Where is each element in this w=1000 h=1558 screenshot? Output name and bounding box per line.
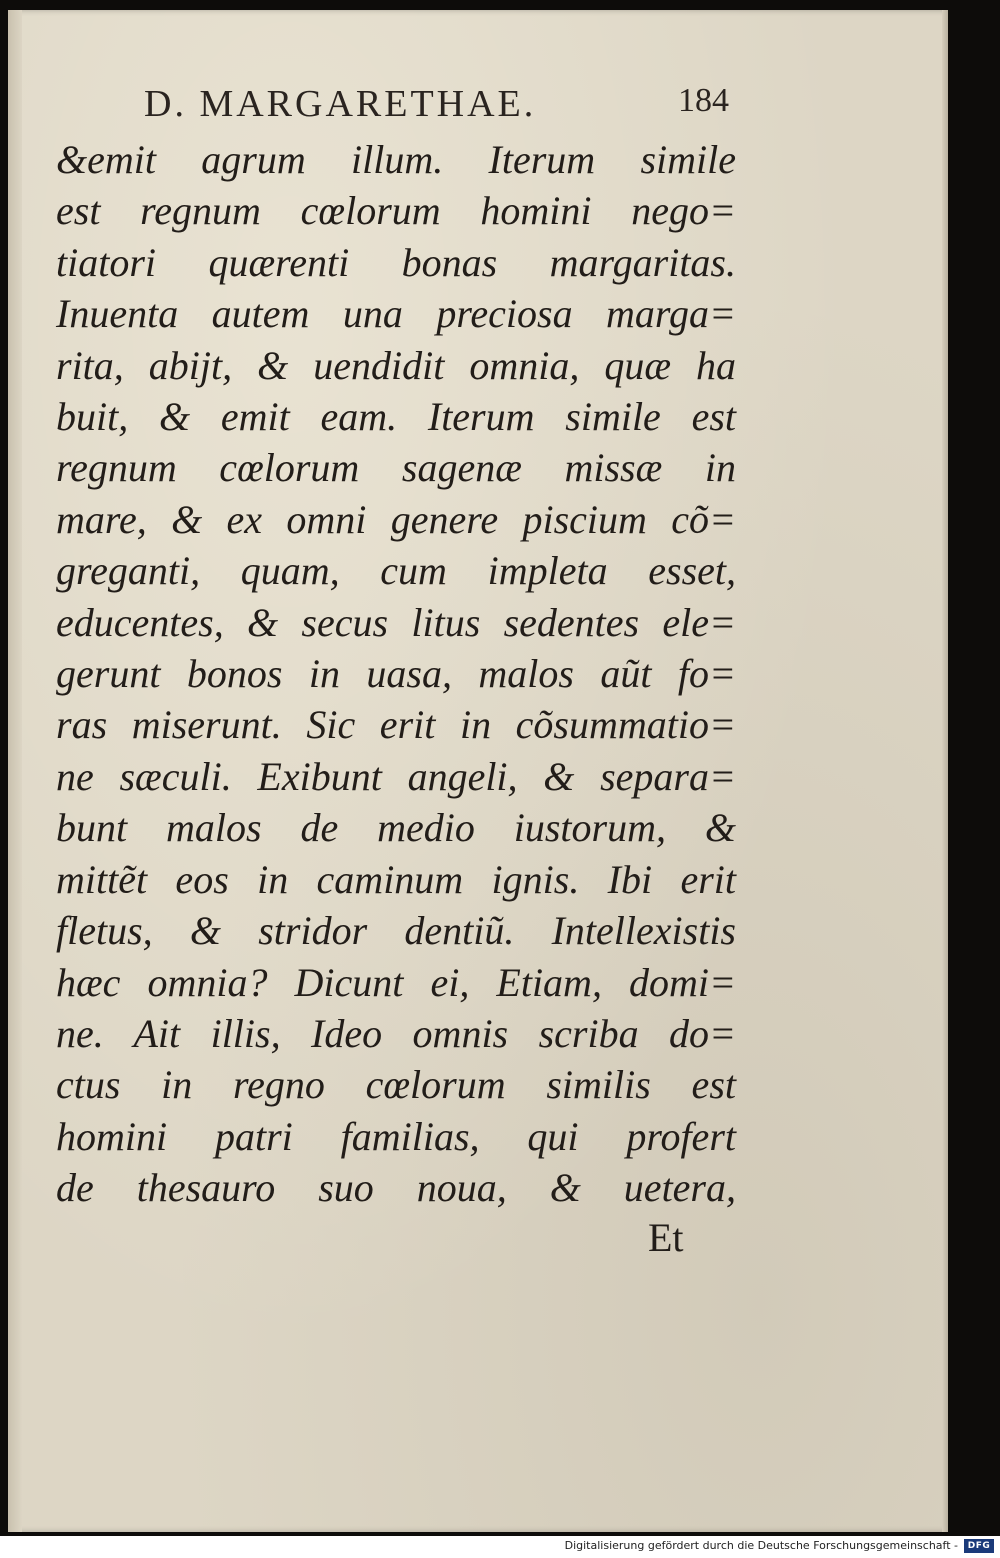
text-line: de thesauro suo noua, & uetera, — [56, 1165, 736, 1211]
text-line: educentes, & secus litus sedentes ele= — [56, 599, 736, 645]
text-line: tiatori quærenti bonas margaritas. — [56, 239, 736, 285]
text-line: ctus in regno cœlorum similis est — [56, 1062, 736, 1108]
text-line: regnum cœlorum sagenæ missæ in — [56, 445, 736, 491]
text-line: bunt malos de medio iustorum, & — [56, 805, 736, 851]
text-line: mittẽt eos in caminum ignis. Ibi erit — [56, 856, 736, 902]
text-line: ne. Ait illis, Ideo omnis scriba do= — [56, 1010, 736, 1056]
page-left-edge — [8, 10, 22, 1532]
running-title: D. MARGARETHAE. — [144, 83, 537, 125]
page-number: 184 — [678, 82, 729, 119]
text-line: hæc omnia? Dicunt ei, Etiam, domi= — [56, 959, 736, 1005]
book-page — [8, 10, 948, 1532]
catchword: Et — [648, 1215, 684, 1260]
text-line: homini patri familias, qui profert — [56, 1113, 736, 1159]
text-line: est regnum cœlorum homini nego= — [56, 188, 736, 234]
page-right-edge — [942, 10, 948, 1532]
dfg-logo: DFG — [964, 1539, 994, 1553]
text-line: &emit agrum illum. Iterum simile — [56, 137, 736, 182]
text-line: gerunt bonos in uasa, malos aũt fo= — [56, 651, 736, 697]
text-line: rita, abijt, & uendidit omnia, quæ ha — [56, 342, 736, 388]
text-line: fletus, & stridor dentiũ. Intellexistis — [56, 908, 736, 954]
funding-credit: Digitalisierung gefördert durch die Deutsche Forschungsgemeinschaft - — [564, 1539, 958, 1552]
text-line: Inuenta autem una preciosa marga= — [56, 291, 736, 337]
text-line: ras miserunt. Sic erit in cõsummatio= — [56, 702, 736, 748]
text-line: mare, & ex omni genere piscium cõ= — [56, 496, 736, 542]
body-text — [56, 134, 736, 1214]
text-line: greganti, quam, cum impleta esset, — [56, 548, 736, 594]
text-line: buit, & emit eam. Iterum simile est — [56, 394, 736, 440]
footer-bar — [0, 1536, 1000, 1558]
text-line: ne sæculi. Exibunt angeli, & separa= — [56, 753, 736, 799]
